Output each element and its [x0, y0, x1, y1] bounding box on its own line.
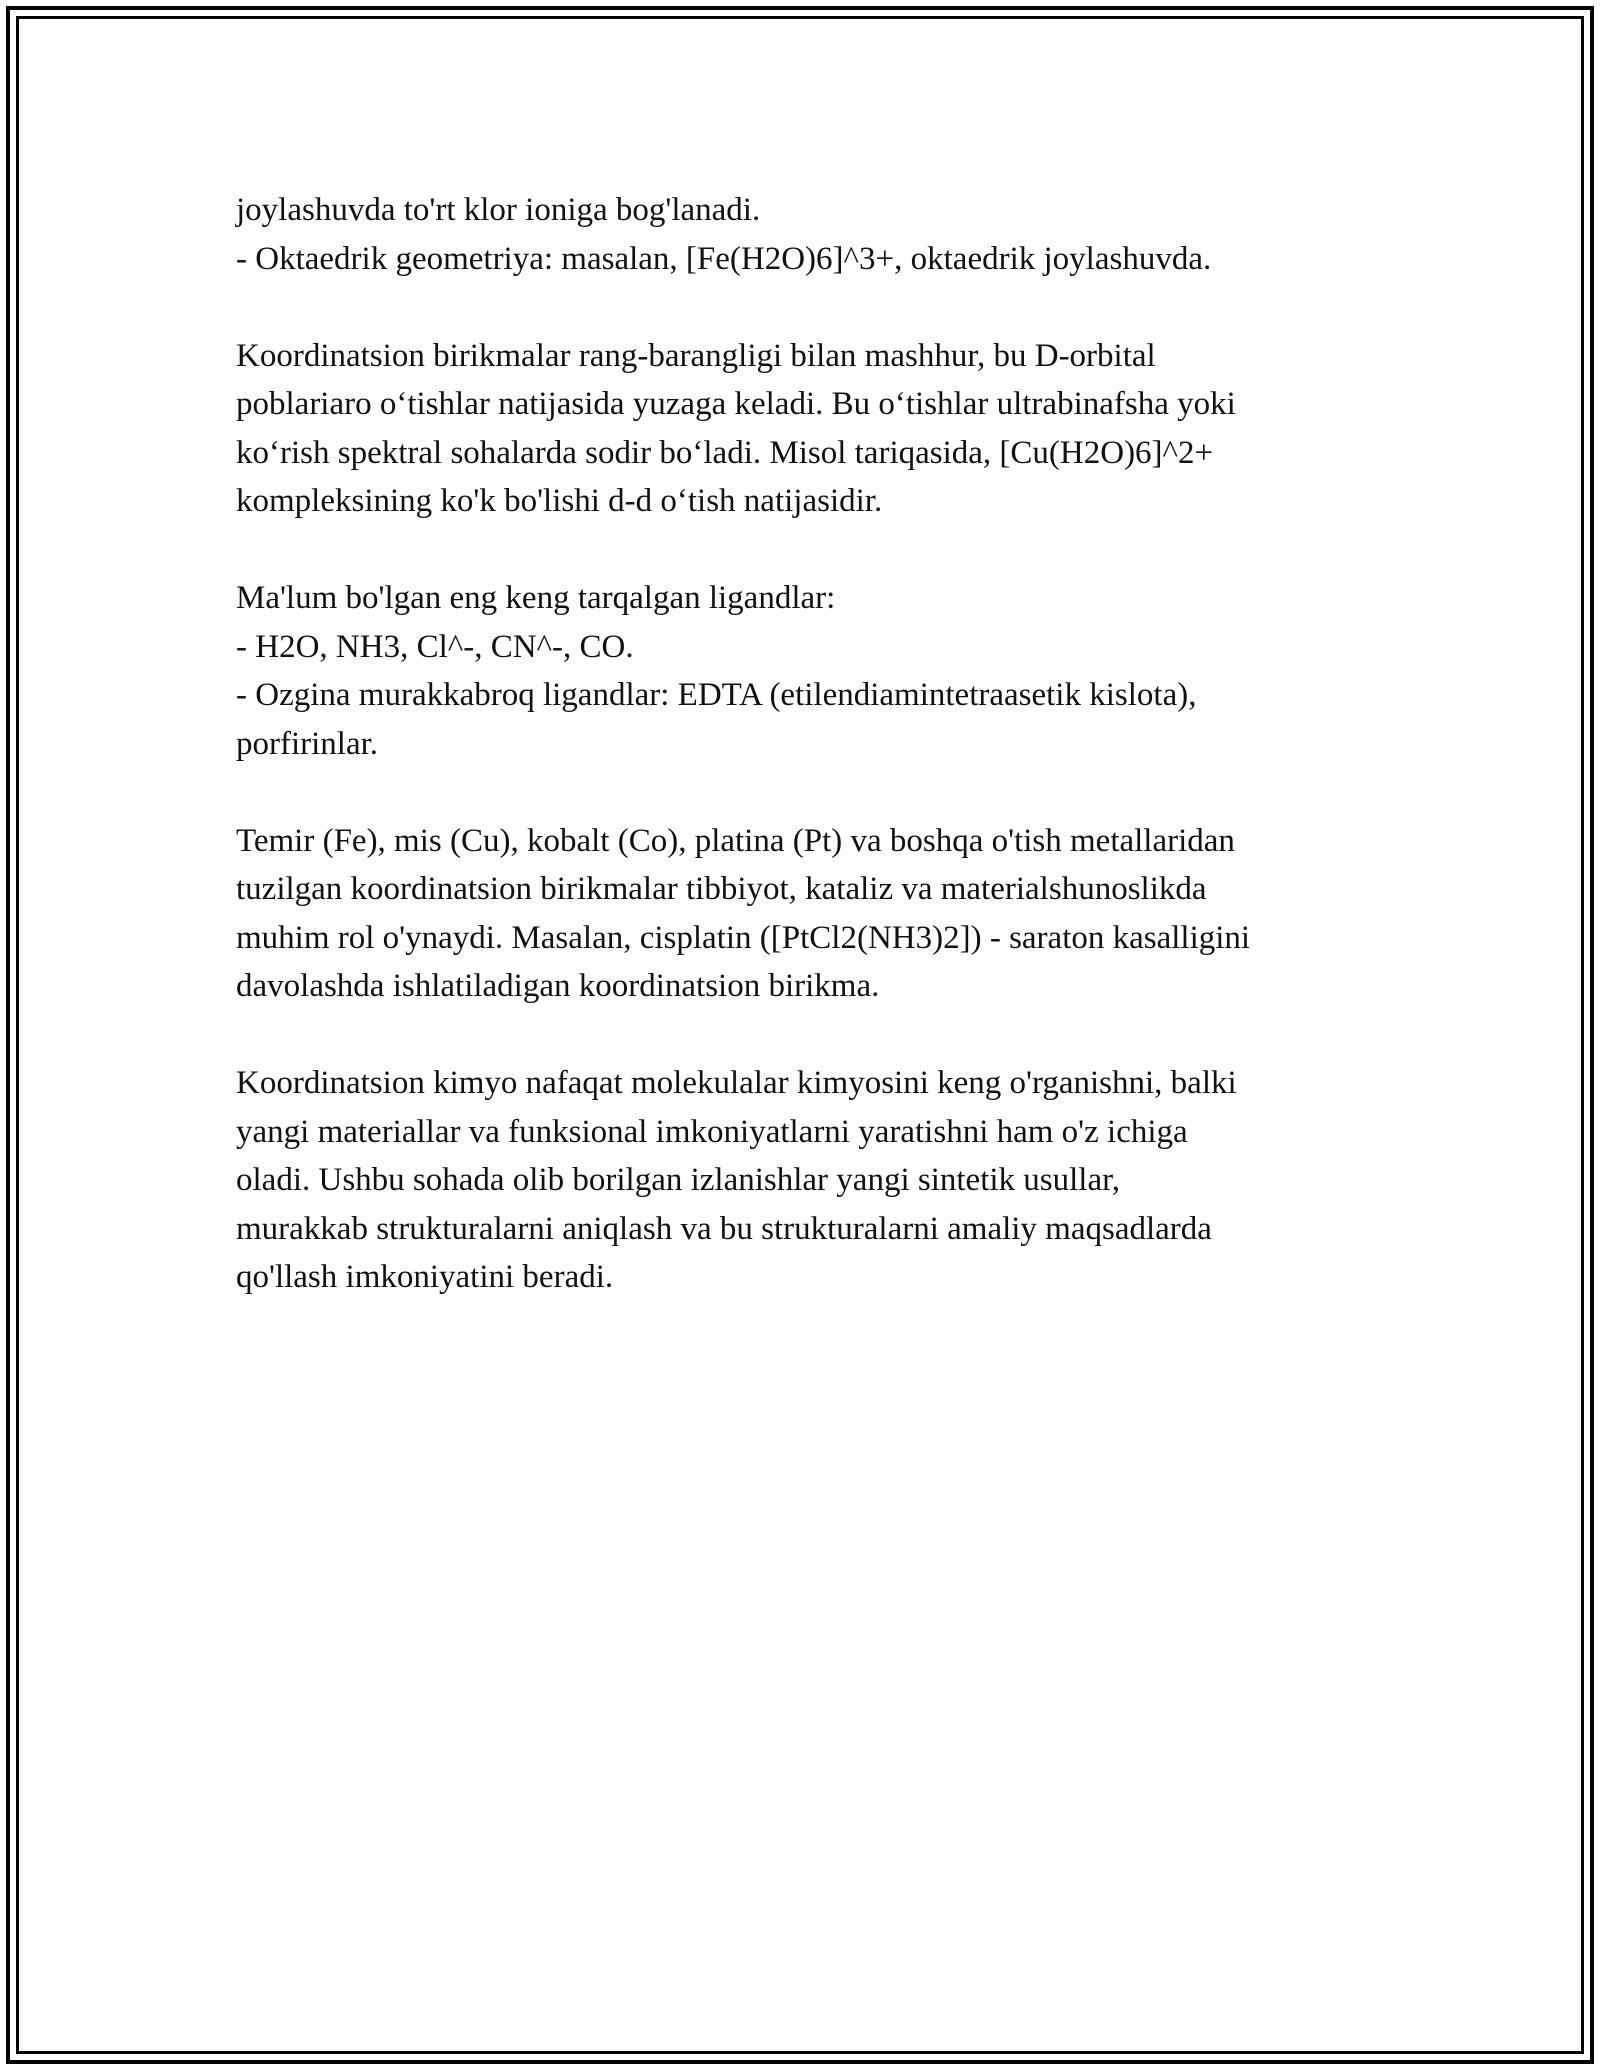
text-line: Temir (Fe), mis (Cu), kobalt (Co), platina (Pt) va boshqa o'tish metallaridan — [236, 822, 1235, 859]
text-line: - Ozgina murakkabroq ligandlar: EDTA (etilendiamintetraasetik kislota), — [236, 677, 1197, 713]
text-line: joylashuvda to'rt klor ioniga bog'lanadi. — [236, 192, 761, 228]
paragraph-gap — [236, 768, 1416, 817]
paragraph-gap — [236, 526, 1416, 575]
text-line: murakkab strukturalarni aniqlash va bu strukturalarni amaliy maqsadlarda — [236, 1210, 1212, 1247]
paragraph-gap — [236, 283, 1416, 332]
text-line: yangi materiallar va funksional imkoniyatlarni yaratishni ham o'z ichiga — [236, 1113, 1188, 1150]
text-line: Ma'lum bo'lgan eng keng tarqalgan ligandlar: — [236, 580, 836, 616]
text-line: - Oktaedrik geometriya: masalan, [Fe(H2O)6]^3+, oktaedrik joylashuvda. — [236, 240, 1212, 277]
text-line: Koordinatsion birikmalar rang-barangligi bilan mashhur, bu D-orbital — [236, 337, 1156, 374]
text-line: - H2O, NH3, Cl^-, CN^-, CO. — [236, 628, 634, 665]
text-line: davolashda ishlatiladigan koordinatsion birikma. — [236, 968, 880, 1004]
text-line: qo'llash imkoniyatini beradi. — [236, 1259, 614, 1295]
text-line: kompleksining ko'k bo'lishi d-d o‘tish natijasidir. — [236, 483, 883, 519]
text-line: ko‘rish spektral sohalarda sodir bo‘ladi. Misol tariqasida, [Cu(H2O)6]^2+ — [236, 434, 1214, 471]
document-body — [236, 186, 1416, 1302]
text-line: poblariaro o‘tishlar natijasida yuzaga keladi. Bu o‘tishlar ultrabinafsha yoki — [236, 386, 1236, 422]
text-line: Koordinatsion kimyo nafaqat molekulalar kimyosini keng o'rganishni, balki — [236, 1065, 1237, 1101]
text-line: tuzilgan koordinatsion birikmalar tibbiyot, kataliz va materialshunoslikda — [236, 871, 1207, 907]
text-line: muhim rol o'ynaydi. Masalan, cisplatin ([PtCl2(NH3)2]) - saraton kasalligini — [236, 919, 1251, 956]
text-line: porfirinlar. — [236, 725, 379, 762]
text-line: oladi. Ushbu sohada olib borilgan izlanishlar yangi sintetik usullar, — [236, 1162, 1121, 1198]
paragraph-gap — [236, 1011, 1416, 1060]
